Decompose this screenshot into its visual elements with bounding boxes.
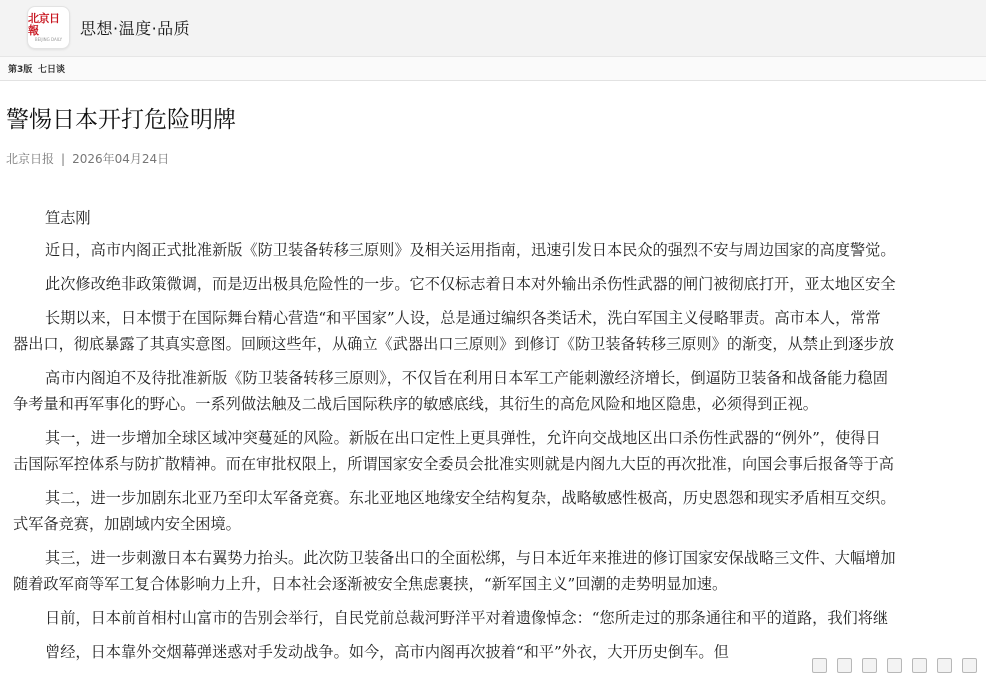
article-paragraph (13, 365, 986, 417)
toolbar-button-4[interactable] (887, 658, 902, 673)
paragraph-line: 此次修改绝非政策微调，而是迈出极具危险性的一步。它不仅标志着日本对外输出杀伤性武器的闸门被彻底打开，亚太地区安全 (45, 275, 896, 293)
article-meta (6, 150, 169, 167)
floating-toolbar (812, 655, 982, 675)
article-paragraph (13, 237, 986, 263)
top-bar (0, 0, 986, 57)
paragraph-line: 其一，进一步增加全球区域冲突蔓延的风险。新版在出口定性上更具弹性，允许向交战地区出口杀伤性武器的“例外”，使得日 (45, 429, 881, 447)
article-paragraph (13, 425, 986, 477)
paragraph-line: 其二，进一步加剧东北亚乃至印太军备竞赛。东北亚地区地缘安全结构复杂，战略敏感性极高，历史恩怨和现实矛盾相互交织。 (45, 489, 896, 507)
toolbar-button-7[interactable] (962, 658, 977, 673)
toolbar-button-5[interactable] (912, 658, 927, 673)
toolbar-button-3[interactable] (862, 658, 877, 673)
paragraph-line: 击国际军控体系与防扩散精神。而在审批权限上，所谓国家安全委员会批准实则就是内阁九大臣的再次批准，向国会事后报备等于高 (13, 455, 894, 473)
paragraph-line: 近日，高市内阁正式批准新版《防卫装备转移三原则》及相关运用指南，迅速引发日本民众的强烈不安与周边国家的高度警觉。 (45, 241, 896, 259)
paragraph-line: 其三，进一步刺激日本右翼势力抬头。此次防卫装备出口的全面松绑，与日本近年来推进的修订国家安保战略三文件、大幅增加 (45, 549, 896, 567)
article-paragraphs (13, 237, 986, 665)
paragraph-line: 高市内阁迫不及待批准新版《防卫装备转移三原则》，不仅旨在利用日本军工产能刺激经济增长，倒逼防卫装备和战备能力稳固 (45, 369, 888, 387)
meta-separator: | (61, 152, 66, 166)
paragraph-line: 式军备竞赛，加剧域内安全困境。 (13, 515, 241, 533)
toolbar-button-2[interactable] (837, 658, 852, 673)
toolbar-button-1[interactable] (812, 658, 827, 673)
article-paragraph (13, 545, 986, 597)
slogan: 思想·温度·品质 (80, 19, 191, 38)
paragraph-line: 长期以来，日本惯于在国际舞台精心营造“和平国家”人设，总是通过编织各类话术，洗白军国主义侵略罪责。高市本人，常常 (45, 309, 881, 327)
article-source: 北京日报 (6, 152, 55, 166)
edition-bar (0, 57, 986, 81)
article-paragraph (13, 485, 986, 537)
article-body (13, 205, 986, 673)
article-paragraph (13, 605, 986, 631)
paragraph-line: 器出口，彻底暴露了其真实意图。回顾这些年，从确立《武器出口三原则》到修订《防卫装备转移三原则》的渐变，从禁止到逐步放 (13, 335, 894, 353)
beijing-daily-logo[interactable] (27, 6, 70, 49)
article-paragraph (13, 305, 986, 357)
article-date: 2026年04月24日 (72, 152, 170, 166)
article-title: 警惕日本开打危险明牌 (6, 107, 236, 133)
section-link[interactable]: 七日谈 (38, 65, 66, 75)
paragraph-line: 争考量和再军事化的野心。一系列做法触及二战后国际秩序的敏感底线，其衍生的高危风险和地区隐患，必须得到正视。 (13, 395, 818, 413)
paragraph-line: 日前，日本前首相村山富市的告别会举行，自民党前总裁河野洋平对着遗像悼念：“您所走过的那条通往和平的道路，我们将继 (45, 609, 889, 627)
article-paragraph (13, 271, 986, 297)
logo-mark: 北京日報 (28, 12, 60, 37)
paragraph-line: 随着政军商等军工复合体影响力上升，日本社会逐渐被安全焦虑裹挟，“新军国主义”回潮的走势明显加速。 (13, 575, 728, 593)
edition-link[interactable]: 第3版 (8, 65, 33, 75)
article-author: 笪志刚 (45, 209, 91, 227)
paragraph-line: 曾经，日本靠外交烟幕弹迷惑对手发动战争。如今，高市内阁再次披着“和平”外衣，大开历史倒车。但 (45, 643, 729, 661)
toolbar-button-6[interactable] (937, 658, 952, 673)
logo-subtitle: BEIJING DAILY (34, 37, 63, 42)
